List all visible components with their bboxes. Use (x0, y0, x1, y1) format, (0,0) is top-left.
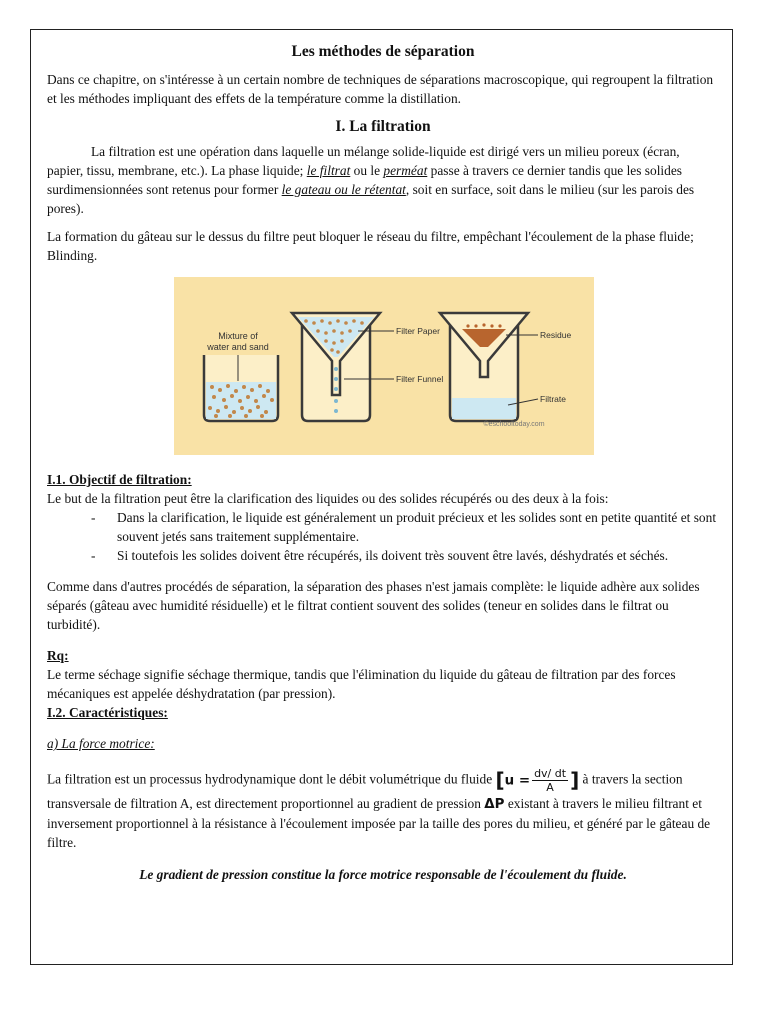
term-gateau: le gateau ou le rétentat (281, 182, 406, 197)
list-item: - Dans la clarification, le liquide est généralement un produit précieux et les solides sont en petite quantité et sont souvent jetés sans traitement supplémentaire. (91, 508, 719, 546)
watermark-text: ©eschooltoday.com (483, 421, 545, 428)
force-motrice-subheading: a) La force motrice: (47, 736, 155, 751)
flow-rate-formula: [u = $\frac{dv/ dt}{A}$ ] (495, 767, 580, 794)
funnel-beaker (292, 313, 443, 421)
filtration-paragraph: La filtration est une opération dans laquelle un mélange solide-liquide est dirigé vers un milieu poreux (écran, papier, tissu, membrane, etc.). La phase liquide; le filtrat ou le perméat passe à travers ce dernier tandis que les solides surdimensionnées sont retenus pour former le gateau ou le rétentat, soit en surface, soit dans le milieu (sur les parois des pores). (47, 144, 695, 216)
objectif-text: Le but de la filtration peut être la clarification des liquides ou des solides récupérés ou des deux à la fois: (47, 491, 609, 506)
list-item: - Si toutefois les solides doivent être récupérés, ils doivent très souvent être lavés, déshydratés et séchés. (91, 546, 719, 565)
filtration-diagram (174, 277, 594, 455)
label-residue: Residue (540, 330, 572, 340)
intro-paragraph: Dans ce chapitre, on s'intéresse à un certain nombre de techniques de séparations macroscopique, qui regroupent la filtration et les méthodes impliquant des effets de la température comme la distillation. (47, 72, 714, 106)
document-title: Les méthodes de séparation (291, 43, 475, 60)
filtration-illustration (174, 277, 594, 455)
label-filtrate: Filtrate (540, 394, 566, 404)
document-body (47, 40, 719, 884)
label-mixture-1: Mixture of (218, 331, 258, 341)
label-filter-funnel: Filter Funnel (396, 374, 444, 384)
term-filtrat: le filtrat (306, 163, 351, 178)
rq-heading: Rq: (47, 648, 69, 663)
term-permeat: perméat (383, 163, 428, 178)
rq-text: Le terme séchage signifie séchage thermique, tandis que l'élimination du liquide du gâteau de filtration par des forces mécaniques est appelée déshydratation (par pression). (47, 667, 676, 701)
force-motrice-paragraph: La filtration est un processus hydrodynamique dont le débit volumétrique du fluide [u = $\frac{dv/ dt}{A}$ ] à travers la section transversale de filtration A, est directement proportionnel au gradient de pression ΔP existant à travers le milieu filtrant et inversement proportionnel à la résistance à l'écoulement imposée par la taille des pores du milieu, et généré par le gâteau de filtre. (47, 767, 711, 850)
mixture-beaker (204, 331, 278, 421)
objectif-bullet-list (47, 508, 719, 565)
separation-paragraph: Comme dans d'autres procédés de séparation, la séparation des phases n'est jamais complète: le liquide adhère aux solides séparés (gâteau avec humidité résiduelle) et le filtrat contient souvent des solides (teneur en solides dans le filtrat ou turbidité). (47, 579, 700, 632)
delta-p-symbol: ΔP (484, 797, 505, 812)
section-heading-filtration: I. La filtration (335, 118, 431, 135)
objectif-heading: I.1. Objectif de filtration: (47, 472, 192, 487)
filtrate-beaker (440, 313, 571, 428)
conclusion-statement: Le gradient de pression constitue la force motrice responsable de l'écoulement du fluide. (139, 867, 627, 882)
blinding-paragraph: La formation du gâteau sur le dessus du filtre peut bloquer le réseau du filtre, empêchant l'écoulement de la phase fluide; Blinding. (47, 229, 694, 263)
caracteristiques-heading: I.2. Caractéristiques: (47, 705, 168, 720)
label-mixture-2: water and sand (207, 342, 269, 352)
label-filter-paper: Filter Paper (396, 326, 440, 336)
